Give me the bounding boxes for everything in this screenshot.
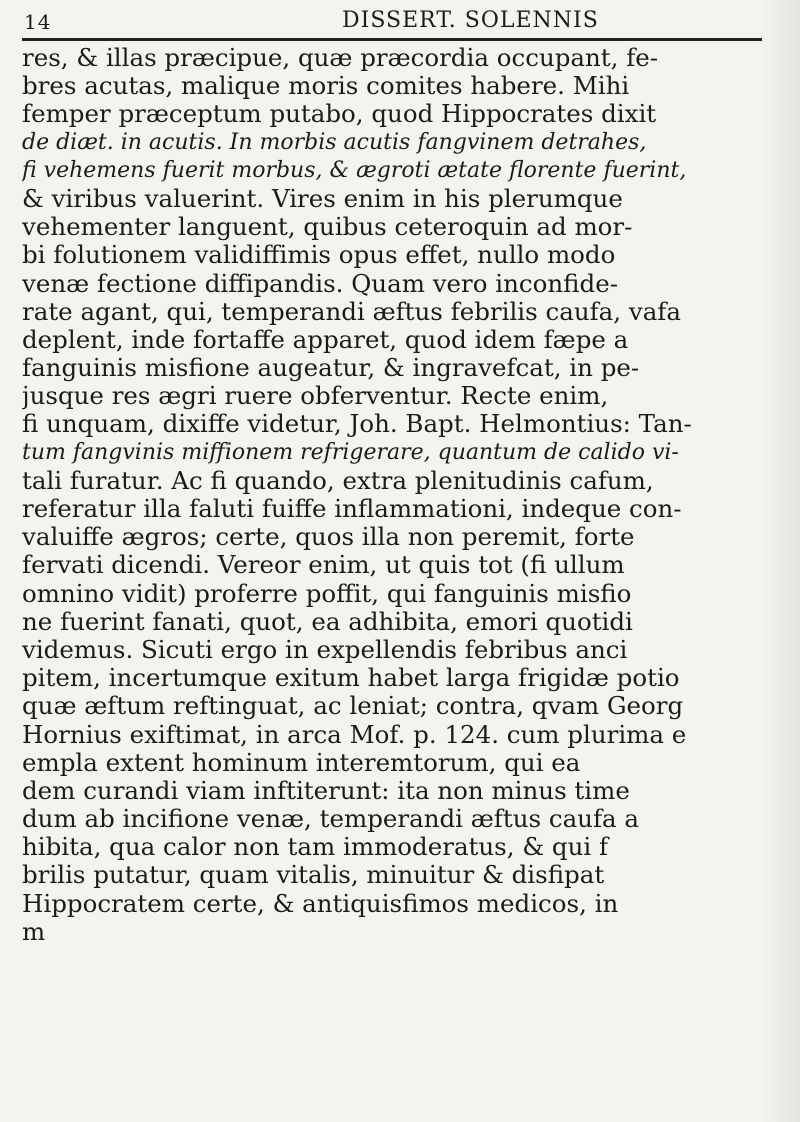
text-line: quæ æftum reftinguat, ac leniat; contra, qvam Georg	[22, 692, 684, 721]
text-line: res, & illas præcipue, quæ præcordia occupant, fe-	[22, 44, 659, 72]
text-line: venæ fectione diffipandis. Quam vero inconfide-	[22, 269, 618, 298]
header-rule	[22, 38, 762, 41]
text-line: dum ab incifione venæ, temperandi æftus caufa a	[22, 805, 640, 834]
text-line: ne fuerint fanati, quot, ea adhibita, emori quotidi	[22, 607, 633, 636]
page-header	[22, 6, 782, 34]
text-line: brilis putatur, quam vitalis, minuitur & disfipat	[22, 861, 605, 890]
text-line: de diæt. in acutis. In morbis acutis fangvinem detrahes,	[22, 129, 647, 155]
text-line: vehementer languent, quibus ceteroquin ad mor-	[22, 213, 633, 242]
text-line: jusque res ægri ruere obferventur. Recte enim,	[22, 382, 609, 411]
text-line: omnino vidit) proferre poffit, qui fanguinis misfio	[22, 579, 632, 608]
text-line: tum fangvinis miffionem refrigerare, quantum de calido vi-	[22, 439, 679, 465]
text-line: empla extent hominum interemtorum, qui ea	[22, 748, 581, 777]
text-line: m	[22, 917, 46, 946]
text-line: referatur illa faluti fuiffe inflammationi, indeque con-	[22, 495, 682, 523]
text-line: rate agant, qui, temperandi æftus febrilis caufa, vafa	[22, 297, 681, 326]
text-line: fi unquam, dixiffe videtur, Joh. Bapt. Helmontius: Tan-	[22, 410, 692, 439]
text-line: deplent, inde fortaffe apparet, quod idem fæpe a	[22, 325, 629, 354]
text-line: Hippocratem certe, & antiquisfimos medicos, in	[22, 889, 619, 918]
text-line: & viribus valuerint. Vires enim in his plerumque	[22, 184, 623, 213]
text-line: fervati dicendi. Vereor enim, ut quis tot (fi ullum	[22, 551, 625, 580]
text-line: pitem, incertumque exitum habet larga frigidæ potio	[22, 664, 680, 693]
running-head: DISSERT. SOLENNIS	[342, 8, 599, 33]
text-line: Hornius exiftimat, in arca Mof. p. 124. cum plurima e	[22, 720, 687, 749]
text-line: femper præceptum putabo, quod Hippocrates dixit	[22, 100, 657, 129]
text-line: tali furatur. Ac fi quando, extra plenitudinis cafum,	[22, 466, 654, 495]
text-line: bi folutionem validiffimis opus effet, nullo modo	[22, 241, 616, 270]
text-line: videmus. Sicuti ergo in expellendis febribus anci	[22, 635, 628, 664]
text-line: bres acutas, malique moris comites habere. Mihi	[22, 72, 630, 101]
text-line: valuiffe ægros; certe, quos illa non peremit, forte	[22, 523, 635, 552]
text-line: hibita, qua calor non tam immoderatus, & qui f	[22, 833, 609, 862]
text-line: fanguinis misfione augeatur, & ingravefcat, in pe-	[22, 354, 640, 383]
body-text	[22, 44, 782, 946]
page-number: 14	[24, 10, 52, 34]
text-line: fi vehemens fuerit morbus, & ægroti ætate florente fuerint,	[22, 157, 687, 183]
text-line: dem curandi viam inftiterunt: ita non minus time	[22, 776, 630, 805]
